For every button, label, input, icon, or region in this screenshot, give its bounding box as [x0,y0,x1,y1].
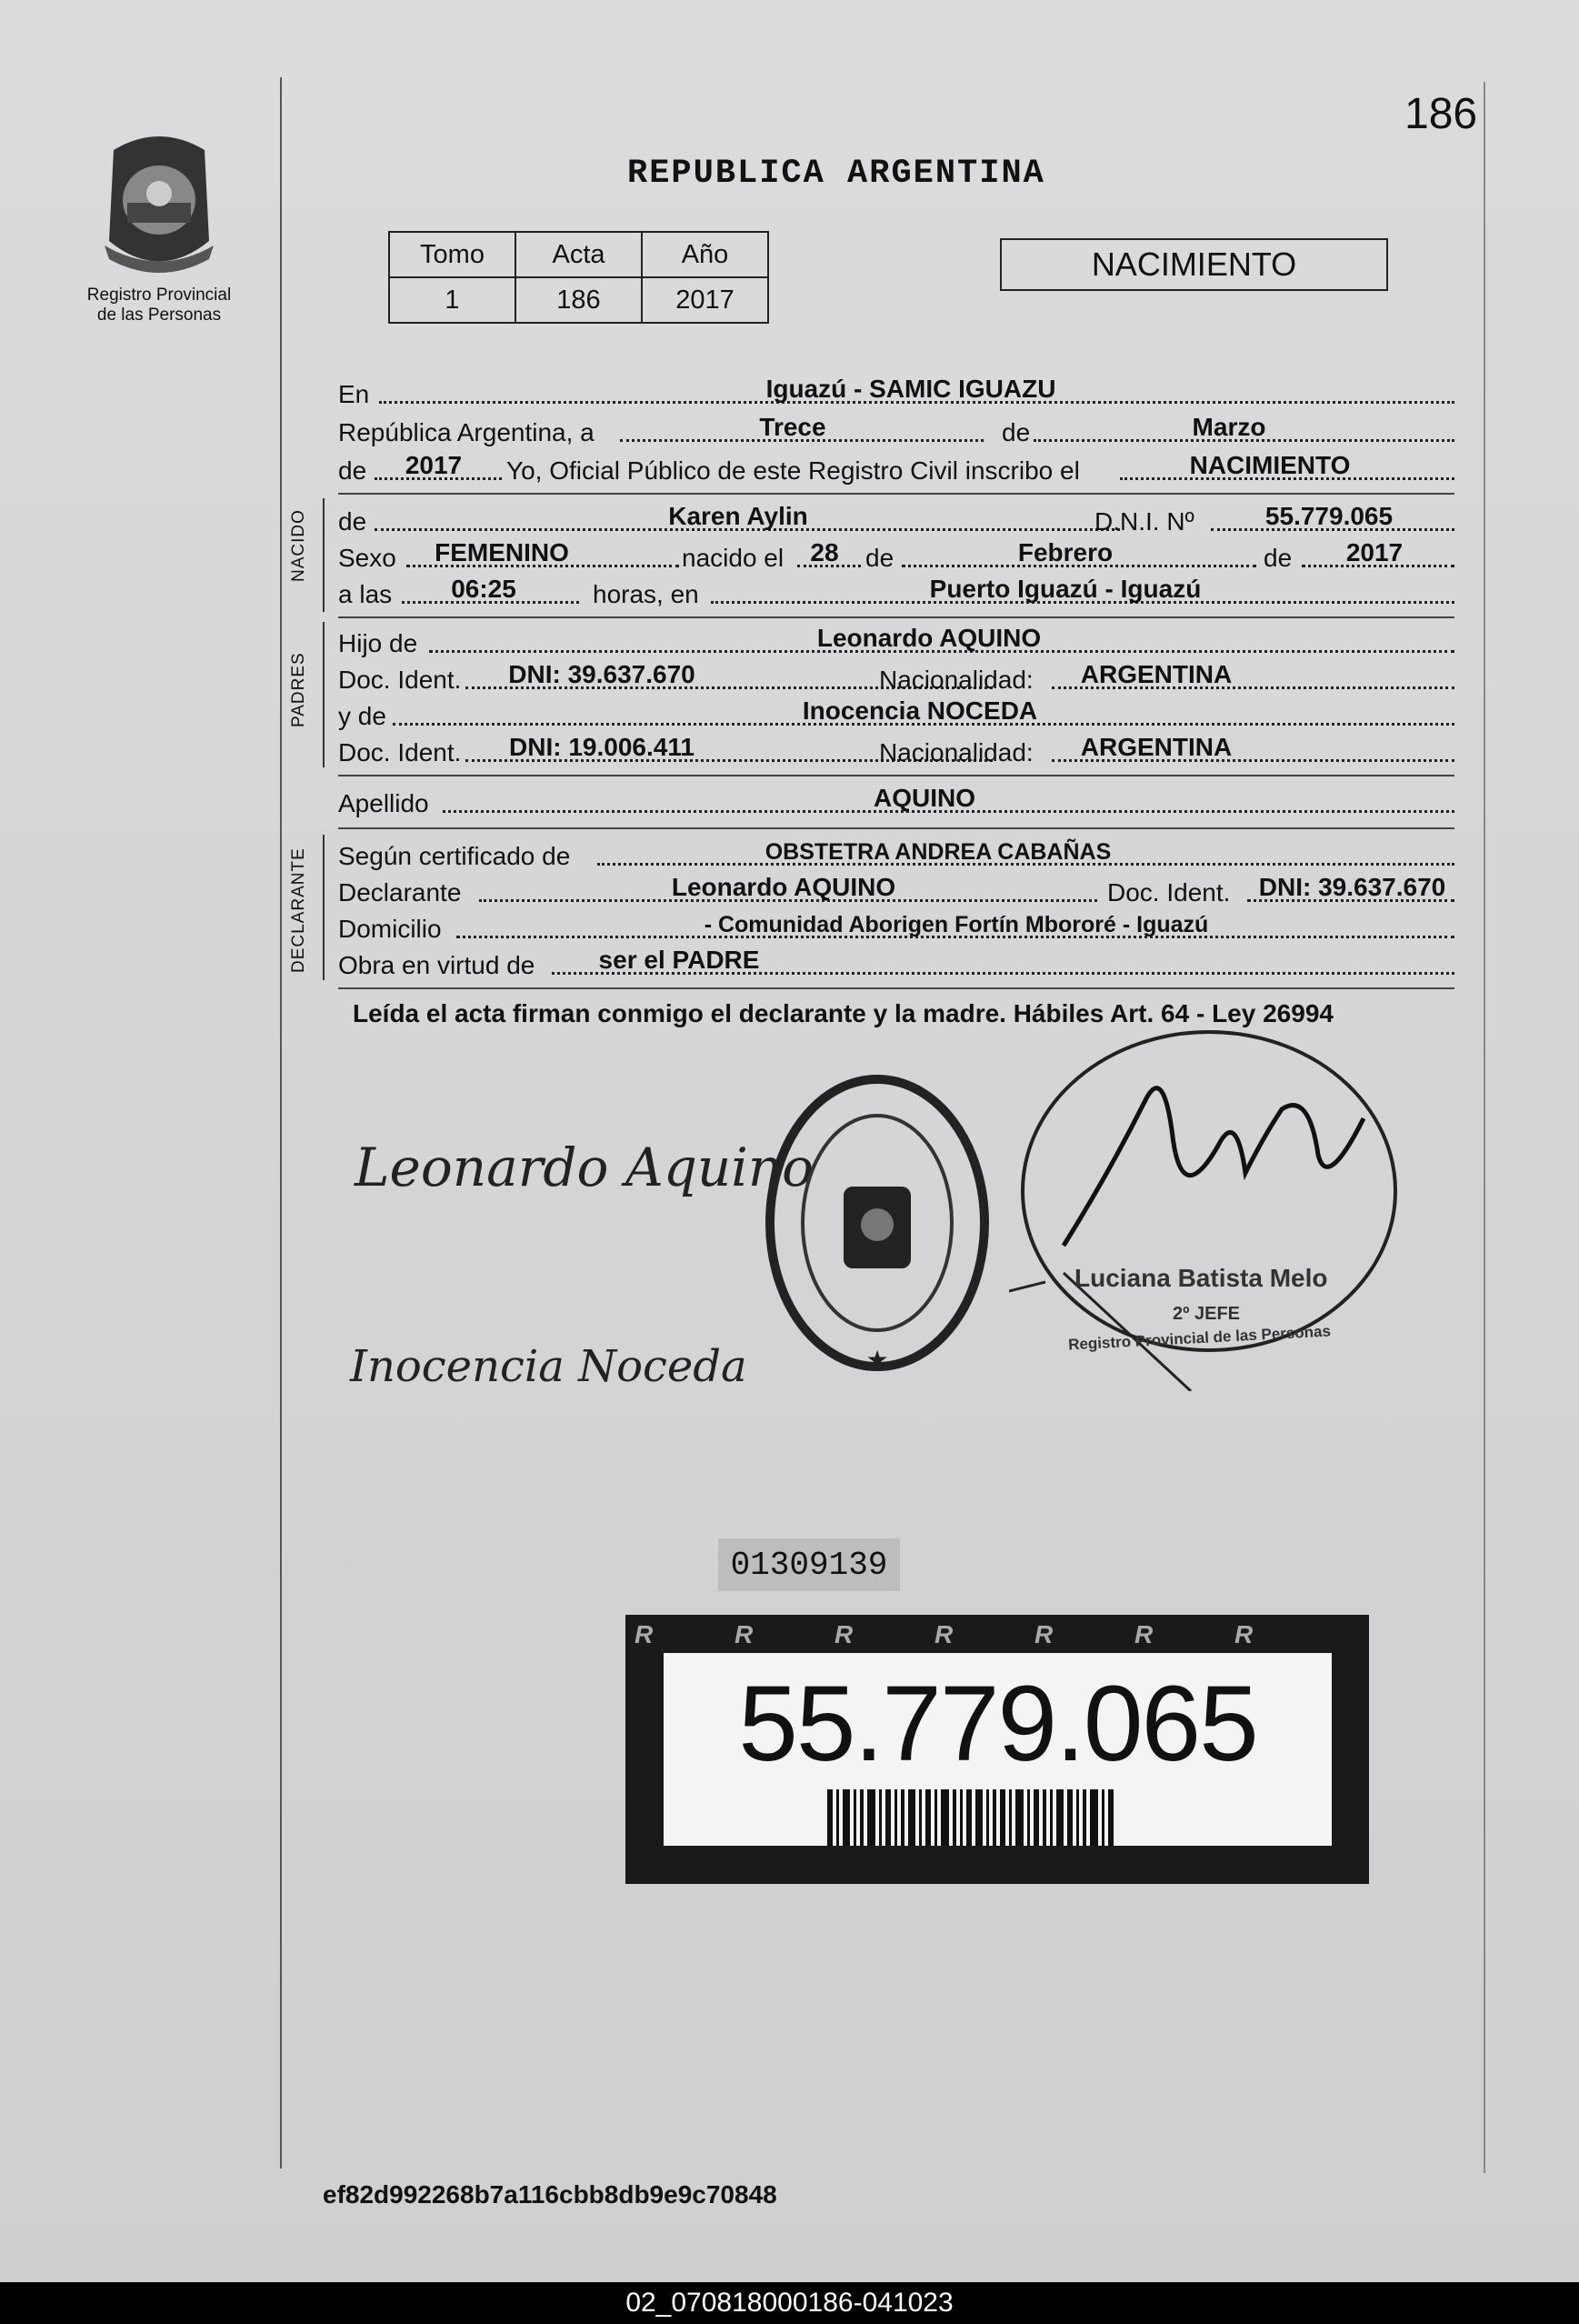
value-month: Marzo [1192,413,1266,441]
value-en: Iguazú - SAMIC IGUAZU [765,375,1056,403]
official-stamp [755,1068,1000,1377]
label-de: de [338,507,367,536]
barcode-bar [1108,1789,1114,1846]
barcode-bar [975,1789,983,1846]
label-r-mark: R [1234,1620,1254,1648]
row-nacido-sexo [338,536,1454,575]
barcode-bar [836,1789,839,1846]
row-year [338,449,1454,487]
barcode-bar [1015,1789,1024,1846]
id-label-inner [664,1653,1332,1846]
header-ano: Año [642,232,768,277]
barcode-bar [934,1789,937,1846]
barcode-bar [901,1789,904,1846]
value-place: Puerto Iguazú - Iguazú [929,575,1202,603]
label-r-mark: R [635,1620,654,1648]
official-role: 2º JEFE [1173,1304,1241,1324]
row-declarante [338,871,1454,909]
section-label-declarante: DECLARANTE [289,847,308,973]
barcode-bar [827,1789,833,1846]
row-mother-doc [338,731,1454,769]
right-margin-line [1484,82,1485,2173]
value-birth-day: 28 [810,538,839,566]
section-separator [338,616,1454,618]
label-doc-ident-3: Doc. Ident. [1107,878,1231,907]
record-type-box: NACIMIENTO [1000,238,1388,291]
value-acta: 186 [515,277,642,323]
label-nacido-el: nacido el [682,544,785,572]
label-de: de [1002,418,1031,446]
barcode-bar [1090,1789,1098,1846]
serial-number: 01309139 [718,1538,900,1591]
label-sexo: Sexo [338,544,396,572]
label-apellido: Apellido [338,789,429,817]
barcode-bar [1076,1789,1079,1846]
value-child-name: Karen Aylin [668,502,808,530]
row-nacido-hora [338,573,1454,611]
row-hijo-de [338,622,1454,660]
value-day: Trece [759,413,826,441]
left-margin-line [280,77,282,2169]
record-table [388,231,769,324]
footer-filename: 02_070818000186-041023 [0,2282,1579,2324]
barcode-bar [867,1789,875,1846]
barcode-bar [843,1789,850,1846]
label-a-las: a las [338,580,393,608]
row-nacido-name [338,500,1454,538]
section-bracket [323,622,325,767]
value-ano: 2017 [642,277,768,323]
row-father-doc [338,658,1454,696]
barcode-bar [960,1789,963,1846]
logo-caption [64,285,255,326]
header-acta: Acta [515,232,642,277]
value-declarante-doc: DNI: 39.637.670 [1258,873,1446,901]
row-domicilio [338,907,1454,946]
barcode-bar [986,1789,989,1846]
label-segun: Según certificado de [338,842,571,870]
value-sexo: FEMENINO [435,538,569,566]
value-mother-doc: DNI: 19.006.411 [509,733,695,761]
id-label-number: 55.779.065 [738,1664,1257,1784]
barcode [827,1789,1117,1846]
label-nacionalidad-2: Nacionalidad: [879,738,1034,766]
value-father-nat: ARGENTINA [1080,660,1233,688]
barcode-bar [1050,1789,1053,1846]
value-mother-nat: ARGENTINA [1080,733,1233,761]
label-r-mark: R [934,1620,954,1648]
value-segun: OBSTETRA ANDREA CABAÑAS [765,839,1112,865]
barcode-bar [1043,1789,1046,1846]
label-dni: D.N.I. Nº [1094,507,1194,536]
label-nacionalidad: Nacionalidad: [879,666,1034,694]
section-separator [338,775,1454,776]
row-segun [338,835,1454,873]
official-name: Luciana Batista Melo [1074,1264,1328,1292]
barcode-bar [919,1789,922,1846]
label-yo: Yo, Oficial Público de este Registro Civil inscribo el [506,456,1080,485]
label-r-mark: R [834,1620,854,1648]
barcode-bar [966,1789,972,1846]
barcode-bar [953,1789,956,1846]
label-y-de: y de [338,702,386,730]
barcode-bar [1083,1789,1086,1846]
value-mother: Inocencia NOCEDA [802,696,1038,725]
barcode-bar [925,1789,931,1846]
label-hijo-de: Hijo de [338,629,418,657]
closing-statement: Leída el acta firman conmigo el declarante y la madre. Hábiles Art. 64 - Ley 26994 [353,999,1334,1027]
barcode-bar [860,1789,864,1846]
value-apellido: AQUINO [874,784,975,812]
label-declarante: Declarante [338,878,462,907]
row-y-de [338,695,1454,733]
value-inscribo: NACIMIENTO [1189,451,1351,479]
barcode-bar [908,1789,915,1846]
value-year: 2017 [405,451,463,479]
document-title: REPUBLICA ARGENTINA [627,155,1045,193]
section-separator [338,827,1454,829]
barcode-bar [885,1789,891,1846]
row-obra [338,944,1454,982]
section-label-padres: PADRES [289,652,308,727]
label-r-mark: R [735,1620,754,1648]
label-r-mark: R [1134,1620,1154,1648]
official-office: Registro Provincial de las Personas [1067,1322,1332,1354]
barcode-bar [941,1789,949,1846]
value-father: Leonardo AQUINO [816,624,1042,652]
label-horas-en: horas, en [593,580,699,608]
section-bracket [323,835,325,980]
section-bracket [323,498,325,612]
value-domicilio: - Comunidad Aborigen Fortín Mbororé - Iguazú [704,912,1209,937]
father-signature: Leonardo Aquino [355,1137,814,1198]
barcode-bar [894,1789,897,1846]
label-doc-ident: Doc. Ident. [338,666,462,694]
svg-text:★: ★ [865,1345,889,1375]
barcode-bar [1009,1789,1012,1846]
mother-signature: Inocencia Noceda [350,1341,747,1392]
label-en: En [338,380,370,408]
barcode-bar [1067,1789,1073,1846]
value-child-dni: 55.779.065 [1264,502,1394,530]
barcode-bar [1027,1789,1030,1846]
value-birth-year: 2017 [1345,538,1404,566]
row-republica [338,411,1454,449]
header-tomo: Tomo [389,232,515,277]
label-year-prefix: de [338,456,367,485]
label-doc-ident-2: Doc. Ident. [338,738,462,766]
row-en [338,373,1454,411]
barcode-bar [1102,1789,1104,1846]
label-de-3: de [1264,544,1293,572]
section-label-nacido: NACIDO [289,509,308,582]
logo-caption-line2: de las Personas [96,306,222,325]
value-tomo: 1 [389,277,515,323]
value-father-doc: DNI: 39.637.670 [508,660,695,688]
id-label-sticker [625,1615,1369,1884]
barcode-bar [1056,1789,1064,1846]
section-separator [338,987,1454,989]
barcode-bar [854,1789,856,1846]
value-time: 06:25 [451,575,516,603]
label-republica: República Argentina, a [338,418,595,446]
value-obra: ser el PADRE [598,946,760,974]
label-r-mark: R [1034,1620,1054,1648]
section-separator [338,493,1454,495]
logo-caption-line1: Registro Provincial [86,285,232,305]
barcode-bar [993,1789,996,1846]
barcode-bar [1034,1789,1039,1846]
barcode-bar [879,1789,882,1846]
province-seal-logo [91,132,227,277]
label-obra: Obra en virtud de [338,951,535,979]
document-hash: ef82d992268b7a116cbb8db9e9c70848 [323,2180,777,2209]
barcode-bar [1000,1789,1005,1846]
label-domicilio: Domicilio [338,915,442,943]
label-de-2: de [865,544,894,572]
row-apellido [338,782,1454,820]
page-number: 186 [1404,90,1478,138]
value-birth-month: Febrero [1017,538,1114,566]
value-declarante: Leonardo AQUINO [671,873,896,901]
